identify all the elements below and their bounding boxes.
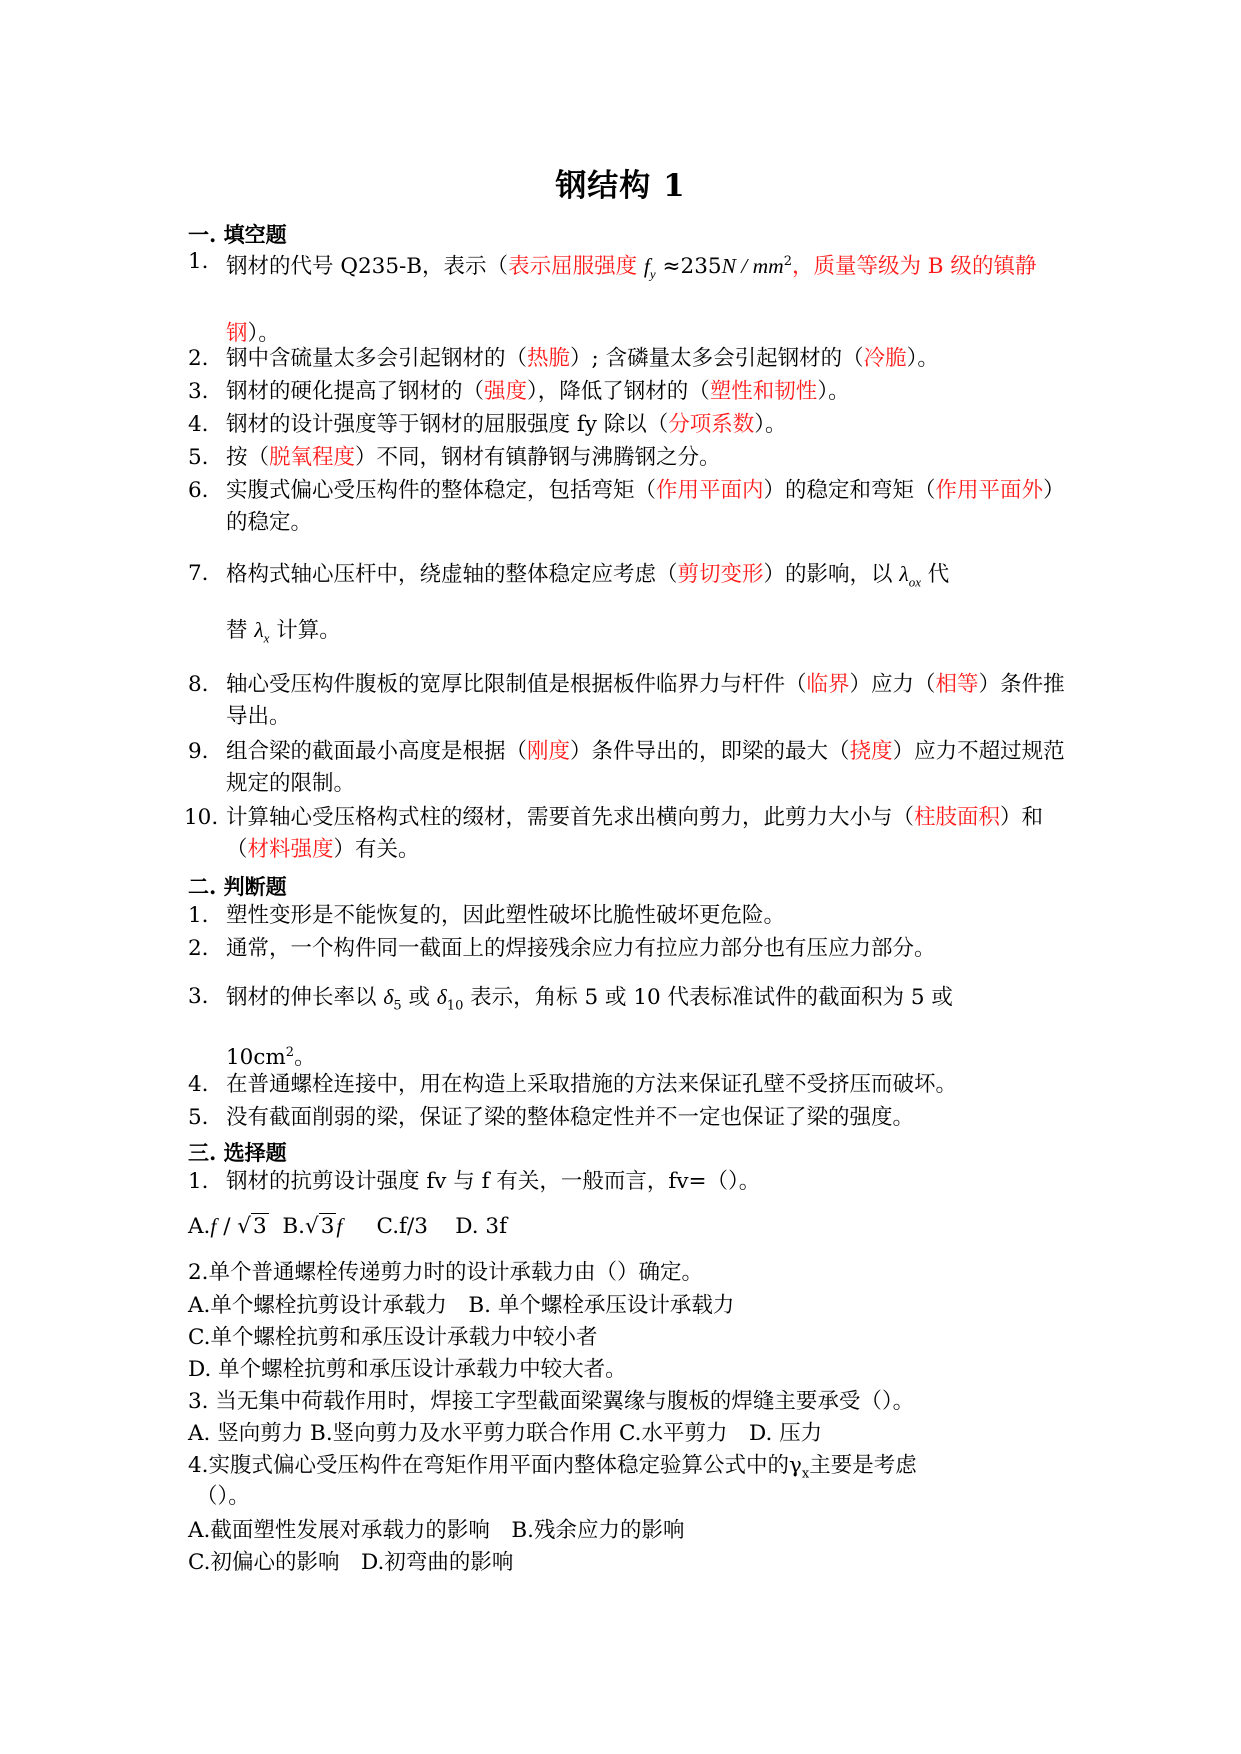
question-text: ）条件导出的，即梁的最大（ [570, 739, 850, 764]
option-c: C.f/3 [376, 1214, 428, 1239]
question-number: 1. [188, 903, 209, 928]
question-text: ）。 [817, 379, 850, 404]
question-text: 主要是考虑 [809, 1453, 917, 1478]
sqrt-icon: √ [304, 1214, 319, 1239]
question-number: 7. [188, 561, 209, 586]
math-subscript: 10 [446, 998, 464, 1014]
question-number: 4. [188, 412, 209, 437]
question-text: ）的稳定。 [226, 478, 1065, 535]
answer-text: 冷脆 [863, 346, 907, 371]
question-text: ）应力不超过规范规定的限制。 [226, 739, 1065, 796]
answer-text: 临界 [806, 672, 850, 697]
question-text: 在普通螺栓连接中，用在构造上采取措施的方法来保证孔壁不受挤压而破坏。 [226, 1072, 958, 1097]
page-title: 钢结构 1 [555, 168, 686, 204]
question-number: 8. [188, 672, 209, 697]
question-text: ）。 [754, 412, 787, 437]
math-value: ≈235 [655, 254, 722, 280]
question-number: 1. [188, 1169, 209, 1194]
answer-text: 分项系数 [668, 412, 755, 437]
question-text: 钢材的硬化提高了钢材的（ [226, 379, 485, 404]
answer-text: 脱氧程度 [269, 445, 356, 470]
choice-2-option-d: D. 单个螺栓抗剪和承压设计承载力中较大者。 [188, 1357, 627, 1382]
answer-text: 作用平面内 [656, 478, 764, 503]
question-text: 替 [226, 618, 255, 643]
question-text: ）条件推导出。 [226, 672, 1065, 729]
question-text: ）。 [247, 321, 280, 347]
math-fy: f [643, 254, 650, 279]
math-subscript: x [801, 1466, 810, 1482]
math-superscript: 2 [783, 254, 792, 269]
question-text: ）和（ [226, 805, 1044, 862]
section-heading-fill: 一. 填空题 [188, 222, 287, 247]
answer-text: 挠度 [849, 739, 893, 764]
question-text: 计算。 [269, 618, 341, 643]
question-number: 5. [188, 445, 209, 470]
question-text: 格构式轴心压杆中，绕虚轴的整体稳定应考虑（ [226, 562, 678, 587]
question-text: 钢材的伸长率以 [226, 985, 384, 1010]
question-text: 没有截面削弱的梁，保证了梁的整体稳定性并不一定也保证了梁的强度。 [226, 1105, 915, 1130]
option-label: A. [188, 1214, 211, 1239]
choice-3-options: A. 竖向剪力 B.竖向剪力及水平剪力联合作用 C.水平剪力 D. 压力 [188, 1421, 823, 1446]
question-text: 。 [294, 1045, 316, 1071]
choice-question-2: 2.单个普通螺栓传递剪力时的设计承载力由（）确定。 [188, 1260, 704, 1285]
question-number: 4. [188, 1072, 209, 1097]
answer-text: ，质量等级为 B 级的镇静钢 [226, 254, 1037, 347]
math-superscript: 2 [285, 1045, 295, 1060]
choice-2-options-ab: A.单个螺栓抗剪设计承载力 B. 单个螺栓承压设计承载力 [188, 1293, 735, 1318]
math-subscript: x [263, 630, 270, 646]
math-unit: N / mm [721, 254, 784, 279]
question-number: 9. [188, 739, 209, 764]
math-radicand: 3 [252, 1214, 267, 1239]
question-text: 通常，一个构件同一截面上的焊接残余应力有拉应力部分也有压应力部分。 [226, 936, 936, 961]
question-text: 组合梁的截面最小高度是根据（ [226, 739, 528, 764]
question-number: 2. [188, 936, 209, 961]
math-subscript: 5 [393, 998, 402, 1014]
question-text: ）应力（ [849, 672, 936, 697]
answer-text: 材料强度 [247, 837, 334, 862]
answer-text: 作用平面外 [935, 478, 1044, 503]
answer-text: 柱肢面积 [914, 805, 1001, 830]
choice-4-options-ab: A.截面塑性发展对承载力的影响 B.残余应力的影响 [188, 1518, 685, 1543]
question-text: 按（ [226, 445, 270, 470]
question-number: 10. [184, 805, 219, 830]
question-text: 轴心受压构件腹板的宽厚比限制值是根据板件临界力与杆件（ [226, 672, 807, 697]
question-text: 表示，角标 5 或 10 代表标准试件的截面积为 5 或 [463, 985, 953, 1010]
math-subscript: ox [908, 574, 921, 590]
section-heading-choice: 三. 选择题 [188, 1140, 287, 1165]
math-f: f [336, 1214, 343, 1238]
section-heading-judge: 二. 判断题 [188, 874, 287, 899]
question-text: 代 [920, 562, 950, 587]
question-text: 塑性变形是不能恢复的，因此塑性破坏比脆性破坏更危险。 [226, 903, 786, 928]
answer-text: 剪切变形 [677, 562, 764, 587]
math-f: f [210, 1214, 217, 1238]
question-text: 10cm [226, 1045, 286, 1071]
question-text: 或 [401, 985, 437, 1010]
question-text: ）的影响，以 [763, 562, 900, 587]
answer-text: 刚度 [527, 739, 571, 764]
question-text: ）的稳定和弯矩（ [763, 478, 936, 503]
question-number: 6. [188, 478, 209, 503]
math-divide: / [216, 1214, 238, 1239]
math-radicand: 3 [320, 1214, 335, 1239]
choice-4-paren: （）。 [196, 1484, 250, 1509]
question-number: 3. [188, 379, 209, 404]
math-delta: δ [436, 985, 447, 1009]
answer-text: 热脆 [527, 346, 571, 371]
math-lambda: λ [254, 618, 264, 642]
question-number: 2. [188, 346, 209, 371]
math-subscript: y [649, 266, 656, 282]
math-delta: δ [383, 985, 394, 1009]
question-number: 5. [188, 1105, 209, 1130]
question-text: 实腹式偏心受压构件的整体稳定，包括弯矩（ [226, 478, 657, 503]
question-text: ）; 含磷量太多会引起钢材的（ [570, 346, 864, 371]
option-d: D. 3f [455, 1214, 508, 1239]
question-text: 钢材的抗剪设计强度 fv 与 f 有关，一般而言，fv=（）。 [226, 1169, 761, 1194]
question-text: 4.实腹式偏心受压构件在弯矩作用平面内整体稳定验算公式中的γ [188, 1453, 802, 1478]
math-lambda: λ [899, 562, 909, 586]
question-text: ）不同，钢材有镇静钢与沸腾钢之分。 [355, 445, 721, 470]
question-text: 钢材的代号 Q235-B，表示（ [226, 254, 509, 280]
question-text: ）有关。 [333, 837, 420, 862]
choice-4-options-cd: C.初偏心的影响 D.初弯曲的影响 [188, 1550, 514, 1575]
question-number: 3. [188, 984, 209, 1009]
question-text: 钢中含硫量太多会引起钢材的（ [226, 346, 528, 371]
question-text: ），降低了钢材的（ [527, 379, 710, 404]
answer-text: 表示屈服强度 [508, 254, 644, 280]
answer-text: 相等 [935, 672, 979, 697]
option-label: B. [282, 1214, 305, 1239]
answer-text: 塑性和韧性 [709, 379, 818, 404]
choice-2-option-c: C.单个螺栓抗剪和承压设计承载力中较小者 [188, 1325, 598, 1350]
question-text: 计算轴心受压格构式柱的缀材，需要首先求出横向剪力，此剪力大小与（ [226, 805, 915, 830]
answer-text: 强度 [484, 379, 528, 404]
question-text: 钢材的设计强度等于钢材的屈服强度 fy 除以（ [226, 412, 669, 437]
sqrt-icon: √ [237, 1214, 251, 1239]
question-text: ）。 [906, 346, 939, 371]
choice-question-3: 3. 当无集中荷载作用时，焊接工字型截面梁翼缘与腹板的焊缝主要承受（）。 [188, 1389, 915, 1414]
question-number: 1. [188, 249, 209, 274]
choice-1-options [188, 1210, 1068, 1243]
